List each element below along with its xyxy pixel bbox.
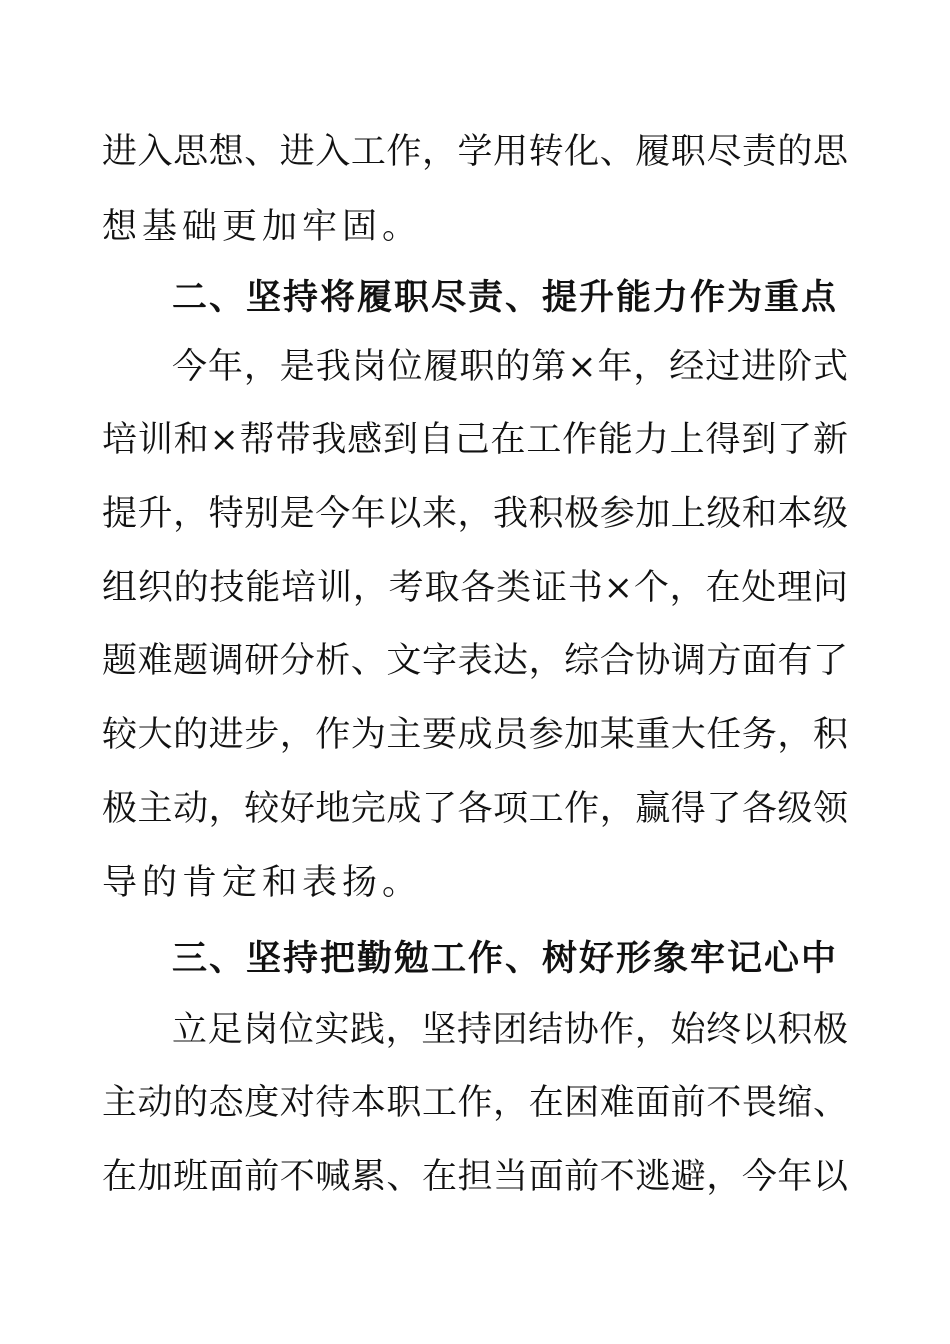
paragraph-line: 立足岗位实践，坚持团结协作，始终以积极 bbox=[172, 1010, 848, 1050]
paragraph-line: 组织的技能培训，考取各类证书×个，在处理问 bbox=[102, 568, 848, 608]
section-heading-2: 二、坚持将履职尽责、提升能力作为重点 bbox=[172, 278, 839, 318]
section-heading-3: 三、坚持把勤勉工作、树好形象牢记心中 bbox=[172, 939, 839, 979]
paragraph-line: 导的肯定和表扬。 bbox=[102, 863, 423, 903]
paragraph-line: 较大的进步，作为主要成员参加某重大任务，积 bbox=[102, 715, 848, 755]
paragraph-line: 今年，是我岗位履职的第×年，经过进阶式 bbox=[172, 347, 848, 387]
paragraph-line: 极主动，较好地完成了各项工作，赢得了各级领 bbox=[102, 789, 848, 829]
paragraph-line: 培训和×帮带我感到自己在工作能力上得到了新 bbox=[102, 420, 848, 460]
paragraph-line: 提升，特别是今年以来，我积极参加上级和本级 bbox=[102, 494, 848, 534]
paragraph-line: 想基础更加牢固。 bbox=[102, 207, 423, 247]
paragraph-line: 题难题调研分析、文字表达，综合协调方面有了 bbox=[102, 641, 848, 681]
paragraph-line: 进入思想、进入工作，学用转化、履职尽责的思 bbox=[102, 132, 848, 172]
paragraph-line: 在加班面前不喊累、在担当面前不逃避，今年以 bbox=[102, 1157, 848, 1197]
paragraph-line: 主动的态度对待本职工作，在困难面前不畏缩、 bbox=[102, 1083, 848, 1123]
